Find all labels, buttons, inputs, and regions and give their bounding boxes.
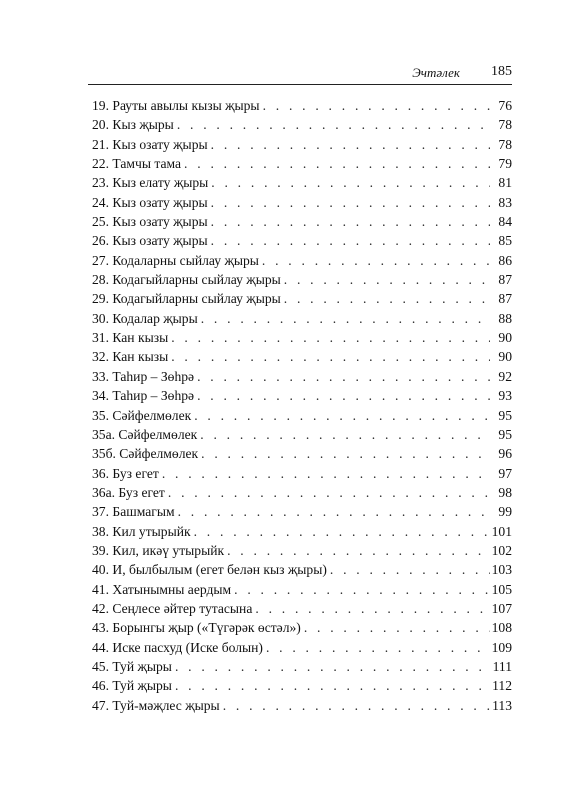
toc-entry-title: 31. Кан кызы (92, 330, 169, 346)
toc-entry (92, 96, 512, 115)
toc-entry-title: 43. Борынгы җыр («Түгәрәк өстәл») (92, 620, 301, 636)
toc-entry (92, 154, 512, 173)
toc-entry-title: 38. Кил утырыйк (92, 523, 191, 539)
toc-entry-page: 95 (498, 407, 512, 423)
toc-entry (92, 251, 512, 270)
toc-entry-page: 83 (498, 194, 512, 210)
toc-entry (92, 309, 512, 328)
toc-dot-leader (284, 270, 490, 289)
toc-dot-leader (211, 212, 490, 231)
toc-dot-leader (201, 309, 490, 328)
toc-entry-page: 101 (491, 523, 512, 539)
toc-entry (92, 289, 512, 308)
toc-entry (92, 406, 512, 425)
toc-entry-page: 90 (498, 349, 512, 365)
toc-entry-page: 99 (498, 504, 512, 520)
toc-entry-title: 19. Рауты авылы кызы җыры (92, 98, 260, 113)
toc-dot-leader (211, 135, 490, 154)
toc-entry-title: 35. Сәйфелмөлек (92, 407, 192, 423)
toc-dot-leader (197, 386, 490, 405)
toc-dot-leader (201, 444, 490, 463)
toc-dot-leader (194, 406, 490, 425)
header-page-number: 185 (491, 64, 512, 79)
toc-entry (92, 464, 512, 483)
toc-entry-page: 98 (498, 484, 512, 500)
toc-entry (92, 115, 512, 134)
toc-entry (92, 270, 512, 289)
toc-entry-title: 32. Кан кызы (92, 349, 169, 365)
toc-dot-leader (200, 425, 490, 444)
toc-entry-page: 103 (491, 562, 512, 578)
toc-entry-page: 85 (498, 233, 512, 249)
toc-dot-leader (177, 115, 490, 134)
toc-entry (92, 193, 512, 212)
toc-entry-page: 102 (491, 542, 512, 558)
toc-entry (92, 599, 512, 618)
toc-entry-title: 36. Буз егет (92, 465, 159, 481)
toc-dot-leader (178, 502, 490, 521)
toc-entry-page: 78 (498, 117, 512, 133)
toc-entry-page: 92 (498, 368, 512, 384)
toc-entry (92, 212, 512, 231)
toc-dot-leader (162, 464, 490, 483)
toc-entry-page: 108 (491, 620, 512, 636)
toc-dot-leader (211, 173, 490, 192)
toc-dot-leader (255, 599, 489, 618)
toc-entry-page: 87 (498, 272, 512, 288)
toc-entry-title: 33. Таһир – Зөһрә (92, 368, 195, 384)
toc-entry (92, 483, 512, 502)
toc-dot-leader (266, 638, 490, 657)
toc-dot-leader (223, 696, 490, 715)
toc-entry-page: 93 (498, 388, 512, 404)
toc-entry-title: 41. Хатынымны аердым (92, 581, 232, 597)
toc-entry (92, 502, 512, 521)
toc-entry (92, 231, 512, 250)
toc-entry-title: 37. Башмагым (92, 504, 175, 520)
toc-entry-title: 25. Кыз озату җыры (92, 214, 208, 230)
toc-entry-page: 81 (498, 175, 512, 191)
toc-entry-title: 46. Туй җыры (92, 678, 172, 694)
toc-entry (92, 541, 512, 560)
toc-entry (92, 676, 512, 695)
toc-entry (92, 386, 512, 405)
toc-entry-title: 42. Сеңлесе әйтер тутасына (92, 600, 253, 616)
toc-entry (92, 425, 512, 444)
toc-entry-title: 22. Тамчы тама (92, 156, 182, 172)
toc-dot-leader (284, 289, 490, 308)
toc-entry-title: 44. Иске пасхуд (Иске болын) (92, 639, 263, 655)
toc-entry (92, 367, 512, 386)
toc-entry-page: 109 (491, 639, 512, 655)
toc-entry-title: 24. Кыз озату җыры (92, 194, 208, 210)
toc-entry-title: 30. Кодалар җыры (92, 310, 198, 326)
toc-entry-title: 23. Кыз елату җыры (92, 175, 209, 191)
toc-entry-page: 95 (498, 426, 512, 442)
toc-dot-leader (304, 618, 490, 637)
toc-dot-leader (175, 676, 490, 695)
toc-dot-leader (211, 231, 490, 250)
toc-entry-title: 26. Кыз озату җыры (92, 233, 208, 249)
toc-entry-page: 112 (492, 678, 512, 694)
toc-entry-page: 79 (498, 156, 512, 172)
toc-entry-title: 45. Туй җыры (92, 658, 172, 674)
running-header (88, 62, 512, 85)
toc-entry-page: 84 (498, 214, 512, 230)
toc-dot-leader (175, 657, 490, 676)
toc-entry (92, 173, 512, 192)
toc-entry (92, 522, 512, 541)
toc-entry-title: 28. Кодагыйларны сыйлау җыры (92, 272, 281, 288)
toc-entry-page: 76 (498, 98, 512, 113)
toc-entry (92, 560, 512, 579)
toc-entry (92, 135, 512, 154)
toc-entry-page: 105 (491, 581, 512, 597)
toc-dot-leader (184, 154, 490, 173)
toc-dot-leader (227, 541, 490, 560)
toc-entry-page: 87 (498, 291, 512, 307)
toc-entry-page: 96 (498, 446, 512, 462)
toc-dot-leader (194, 522, 490, 541)
toc-entry-page: 107 (491, 600, 512, 616)
toc-entry (92, 638, 512, 657)
toc-entry-title: 27. Кодаларны сыйлау җыры (92, 252, 259, 268)
toc-entry-page: 90 (498, 330, 512, 346)
toc-entry (92, 696, 512, 715)
toc-entry-title: 47. Туй-мәҗлес җыры (92, 697, 220, 713)
toc-entry-page: 88 (498, 310, 512, 326)
toc-entry-page: 86 (498, 252, 512, 268)
toc-dot-leader (262, 251, 490, 270)
toc-entry-title: 20. Кыз җыры (92, 117, 174, 133)
toc-entry-page: 113 (492, 697, 512, 713)
toc-entry-page: 78 (498, 136, 512, 152)
toc-dot-leader (171, 328, 490, 347)
toc-entry (92, 444, 512, 463)
toc-dot-leader (263, 96, 490, 115)
toc-entry (92, 657, 512, 676)
toc-dot-leader (168, 483, 490, 502)
toc-entry (92, 328, 512, 347)
toc-dot-leader (330, 560, 490, 579)
toc-entry (92, 347, 512, 366)
toc-entry-title: 39. Кил, икәү утырыйк (92, 542, 225, 558)
toc-dot-leader (234, 580, 489, 599)
table-of-contents (92, 96, 512, 715)
toc-entry-title: 21. Кыз озату җыры (92, 136, 208, 152)
toc-entry-title: 35б. Сәйфелмөлек (92, 446, 199, 462)
toc-entry-title: 29. Кодагыйларны сыйлау җыры (92, 291, 281, 307)
toc-entry-page: 111 (492, 658, 512, 674)
toc-entry-title: 40. И, былбылым (егет белән кыз җыры) (92, 562, 327, 578)
toc-entry (92, 618, 512, 637)
toc-dot-leader (211, 193, 490, 212)
toc-dot-leader (171, 347, 490, 366)
toc-entry-page: 97 (498, 465, 512, 481)
toc-entry-title: 36а. Буз егет (92, 484, 165, 500)
toc-dot-leader (197, 367, 490, 386)
header-section-title: Эчтәлек (412, 65, 460, 80)
toc-entry-title: 35а. Сәйфелмөлек (92, 426, 198, 442)
toc-entry (92, 580, 512, 599)
toc-entry-title: 34. Таһир – Зөһрә (92, 388, 195, 404)
